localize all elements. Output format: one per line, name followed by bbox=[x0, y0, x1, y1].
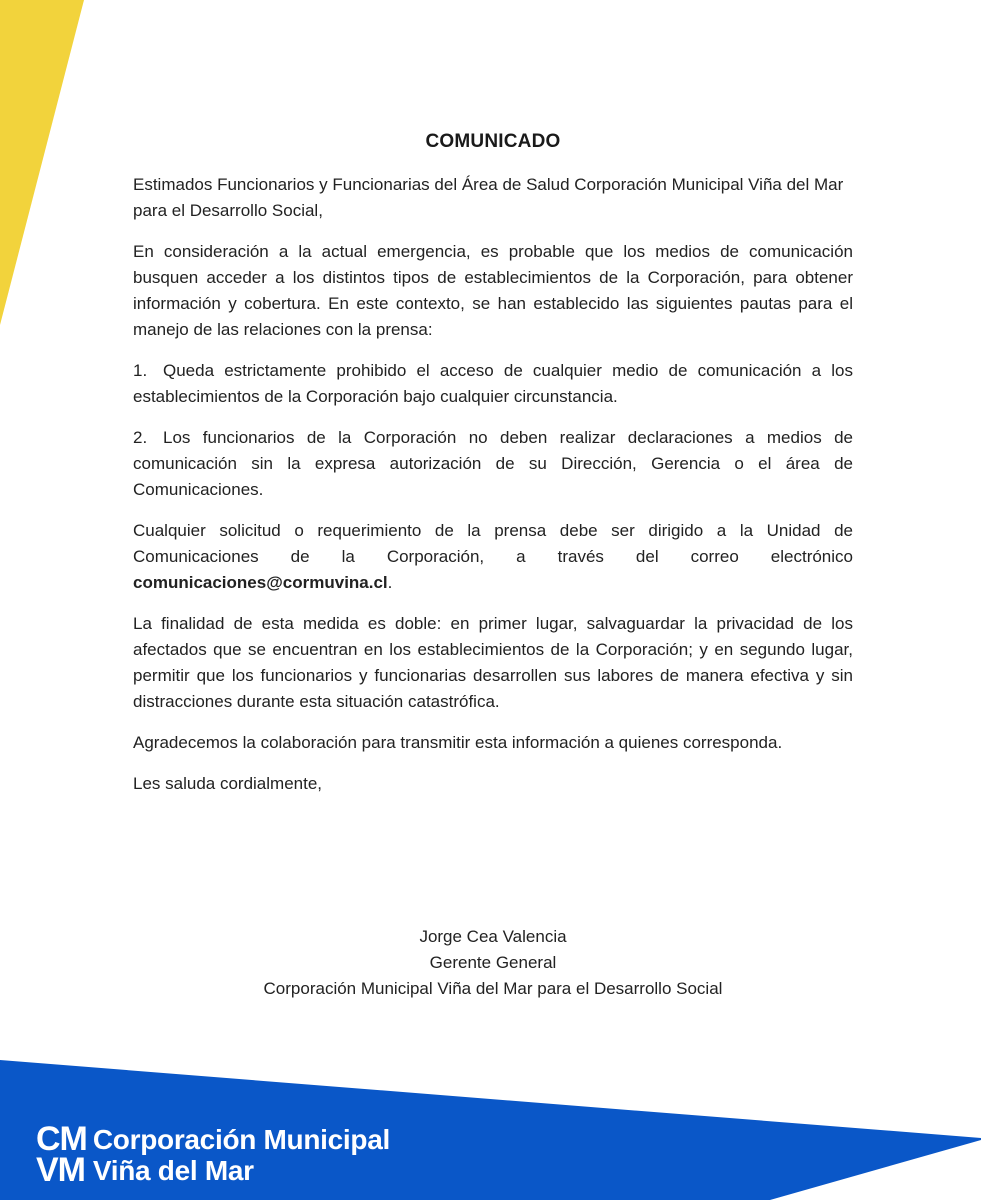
signer-role: Gerente General bbox=[429, 953, 557, 972]
logo-wordmark bbox=[93, 1124, 390, 1186]
document-title: COMUNICADO bbox=[425, 131, 561, 152]
list-item-text: Los funcionarios de la Corporación no deben realizar declaraciones a medios de comunicación sin la expresa autorización de su Dirección, Gerencia o el área de Comunicaciones. bbox=[133, 428, 853, 499]
list-item-number: 1. bbox=[133, 361, 148, 380]
list-item-2 bbox=[133, 425, 853, 503]
requests-paragraph bbox=[133, 518, 853, 596]
logo-monogram bbox=[36, 1120, 87, 1189]
email-suffix: . bbox=[387, 573, 393, 592]
logo-line-2: Viña del Mar bbox=[92, 1155, 254, 1186]
closing-line: Les saluda cordialmente, bbox=[133, 774, 323, 793]
list-item-1 bbox=[133, 358, 853, 410]
logo-monogram-bottom: VM bbox=[36, 1151, 85, 1189]
purpose-paragraph: La finalidad de esta medida es doble: en primer lugar, salvaguardar la privacidad de los afectados que se encuentran en los establecimientos de la Corporación; y en segundo lugar, permitir que los funcionarios y funcionarias desarrollen sus labores de manera efectiva y sin distracciones durante esta situación catastrófica. bbox=[133, 614, 853, 711]
contact-email[interactable]: comunicaciones@cormuvina.cl bbox=[133, 573, 388, 592]
thanks-paragraph: Agradecemos la colaboración para transmitir esta información a quienes corresponda. bbox=[133, 733, 783, 752]
signature-block bbox=[133, 924, 853, 1002]
organization-logo bbox=[36, 1120, 390, 1189]
intro-paragraph: En consideración a la actual emergencia, es probable que los medios de comunicación busquen acceder a los distintos tipos de establecimientos de la Corporación, para obtener información y cobertura. En este contexto, se han establecido las siguientes pautas para el manejo de las relaciones con la prensa: bbox=[133, 242, 853, 339]
list-item-text: Queda estrictamente prohibido el acceso de cualquier medio de comunicación a los establecimientos de la Corporación bajo cualquier circunstancia. bbox=[133, 361, 853, 406]
requests-text: Cualquier solicitud o requerimiento de la prensa debe ser dirigido a la Unidad de Comunicaciones de la Corporación, a través del correo electrónico bbox=[133, 521, 853, 566]
logo-line-1: Corporación Municipal bbox=[92, 1124, 390, 1155]
logo-monogram-top: CM bbox=[36, 1120, 87, 1158]
yellow-corner-stripe bbox=[0, 0, 84, 325]
signer-organization: Corporación Municipal Viña del Mar para el Desarrollo Social bbox=[263, 979, 723, 998]
signer-name: Jorge Cea Valencia bbox=[419, 927, 567, 946]
greeting-paragraph: Estimados Funcionarios y Funcionarias del Área de Salud Corporación Municipal Viña del Mar para el Desarrollo Social, bbox=[133, 175, 844, 220]
letter-body bbox=[133, 130, 853, 812]
list-item-number: 2. bbox=[133, 428, 148, 447]
